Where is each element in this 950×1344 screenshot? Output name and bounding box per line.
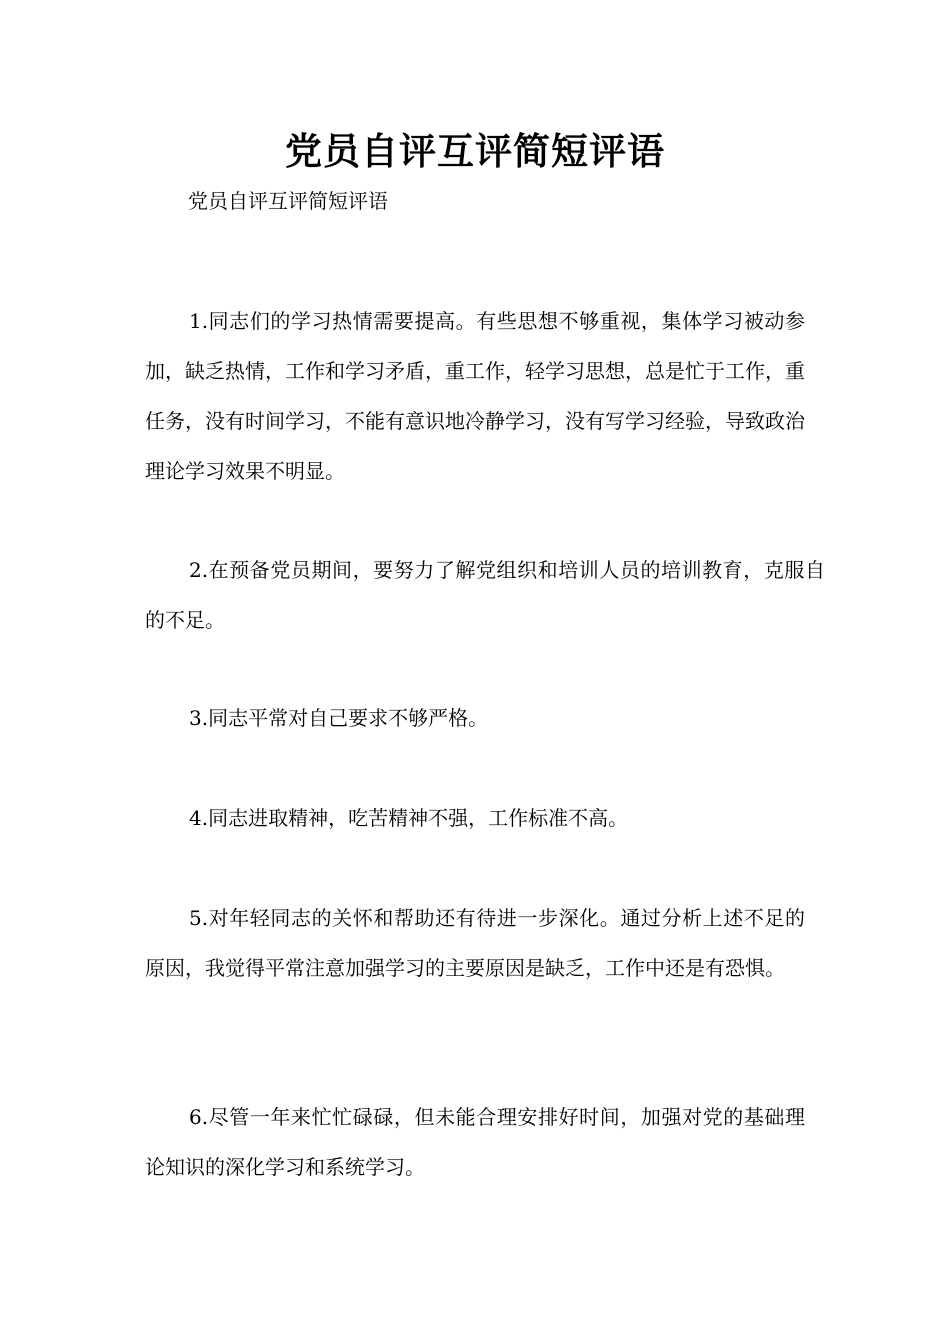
paragraph-2: 2.在预备党员期间，要努力了解党组织和培训人员的培训教育，克服自的不足。 (145, 558, 825, 632)
document-title: 党员自评互评简短评语 (285, 130, 665, 173)
paragraph-5: 5.对年轻同志的关怀和帮助还有待进一步深化。通过分析上述不足的原因，我觉得平常注意加强学习的主要原因是缺乏，工作中还是有恐惧。 (145, 906, 805, 980)
paragraph-4: 4.同志进取精神，吃苦精神不强，工作标准不高。 (189, 806, 629, 830)
paragraph-6: 6.尽管一年来忙忙碌碌，但未能合理安排好时间，加强对党的基础理论知识的深化学习和系统学习。 (145, 1105, 805, 1179)
paragraph-1: 1.同志们的学习热情需要提高。有些思想不够重视，集体学习被动参加，缺乏热情，工作和学习矛盾，重工作，轻学习思想，总是忙于工作，重任务，没有时间学习，不能有意识地冷静学习，没有写学习经验，导致政治理论学习效果不明显。 (145, 309, 805, 483)
document-subtitle: 党员自评互评简短评语 (188, 189, 388, 213)
paragraph-3: 3.同志平常对自己要求不够严格。 (189, 706, 489, 730)
